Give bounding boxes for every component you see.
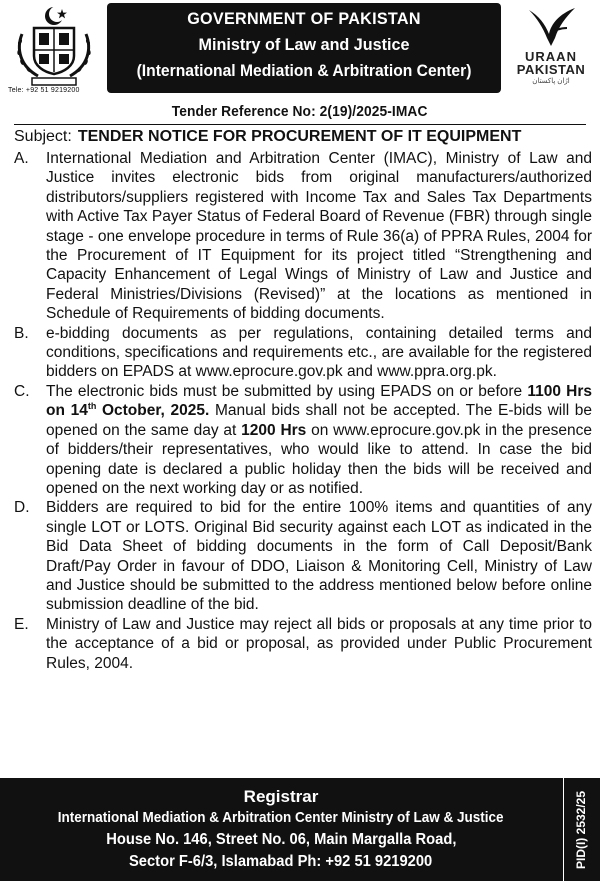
subject-text: TENDER NOTICE FOR PROCUREMENT OF IT EQUIPMENT [77,128,522,145]
paragraph-letter: C. [14,382,30,400]
footer-registrar: Registrar [243,787,319,806]
subject-label: Subject: [14,128,72,145]
paragraph-text [46,382,592,498]
pakistan-text: PAKISTAN [516,62,586,77]
header-center-line: (International Mediation & Arbitration Center) [136,61,472,80]
footer-organization-text: International Mediation & Arbitration Center Ministry of Law & Justice [58,809,504,826]
footer-address-line1 [0,831,562,849]
paragraph-c [14,382,592,498]
header-title-box [107,3,501,93]
paragraph-text: International Mediation and Arbitration Center (IMAC), Ministry of Law and Justice invites electronic bids from original manufacturers/authorized distributors/suppliers registered with Income Tax and Sales Tax Departments with Active Tax Payer Status of Federal Board of Revenue (FBR) through single stage - one envelope procedure in terms of Rule 36(a) of PPRA Rules, 2004 for the Procurement of IT Equipment for its project titled “Strengthening and Capacity Enhancement of Legal Wings of Ministry of Law and Justice and Federal Ministries/Divisions (Revised)” at the locations as mentioned in Schedule of Requirements of bidding documents. [46,150,592,323]
footer-address-line2 [0,853,562,871]
pid-badge [563,778,597,881]
paragraph-a [14,149,592,324]
tender-reference-text: Tender Reference No: 2(19)/2025-IMAC [172,104,428,120]
notice-header [0,0,600,104]
notice-footer [0,778,600,881]
uraan-pakistan-logo [506,4,596,100]
footer-organization [0,809,562,826]
subject-line [14,128,521,146]
paragraph-e [14,615,592,673]
deadline-time: 1100 Hrs on 14 [46,382,593,420]
paragraph-letter: B. [14,324,29,342]
paragraph-letter: E. [14,615,29,633]
paragraph-d [14,498,592,614]
paragraph-text-part: Manual bids shall not be accepted. The E-bids will be opened on the same day at [46,402,593,439]
footer-address-phone: Sector F-6/3, Islamabad Ph: +92 51 9219200 [129,853,433,870]
opening-time: 1200 Hrs [241,421,307,439]
state-emblem-logo [8,4,100,88]
paragraph-text: Ministry of Law and Justice may reject all bids or proposals at any time prior to the acceptance of a bid or proposal, as provided under Public Procurement Rules, 2004. [46,615,592,672]
uraan-urdu-text: ارُان پاکستان [532,78,570,85]
paragraph-b [14,324,592,382]
footer-address-text: House No. 146, Street No. 06, Main Margalla Road, [105,831,457,848]
paragraph-text: Bidders are required to bid for the entire 100% items and quantities of any single LOT or LOTS. Original Bid security against each LOT as indicated in the Bid Data Sheet of bidding documents in the form of Call Deposit/Bank Draft/Pay Order in favour of DDO, Liaison & Monitoring Cell, Ministry of Law and Justice should be submitted to the address mentioned below before online submission deadline of the bid. [46,499,592,614]
paragraph-text-part: on www.eprocure.gov.pk in the presence of bidders/their representatives, who would like to attend. In case the bid opening date is declared a public holiday then the bids will be received and opened on the next working day or as notified. [46,421,592,497]
notice-body [14,149,592,673]
header-government-line: GOVERNMENT OF PAKISTAN [187,9,421,28]
header-ministry-line: Ministry of Law and Justice [198,35,410,54]
uraan-text: URAAN [525,49,577,64]
divider-line [14,124,586,125]
eagle-icon [521,4,581,50]
paragraph-letter: A. [14,150,29,167]
tender-reference [0,104,600,120]
deadline-date: October, 2025. [96,402,210,420]
pid-number: PID(I) 2532/25 [573,790,588,869]
paragraph-letter: D. [14,499,30,517]
telephone-number: Tele: +92 51 9219200 [8,87,80,94]
deadline-ordinal: th [87,401,97,412]
paragraph-text: e-bidding documents as per regulations, containing detailed terms and conditions, specifications and requirements etc., are available for the registered bidders on EPADS at www.eprocure.gov.pk and www.ppra.org.pk. [46,324,592,381]
paragraph-text-part: The electronic bids must be submitted by using EPADS on or before [46,382,528,400]
